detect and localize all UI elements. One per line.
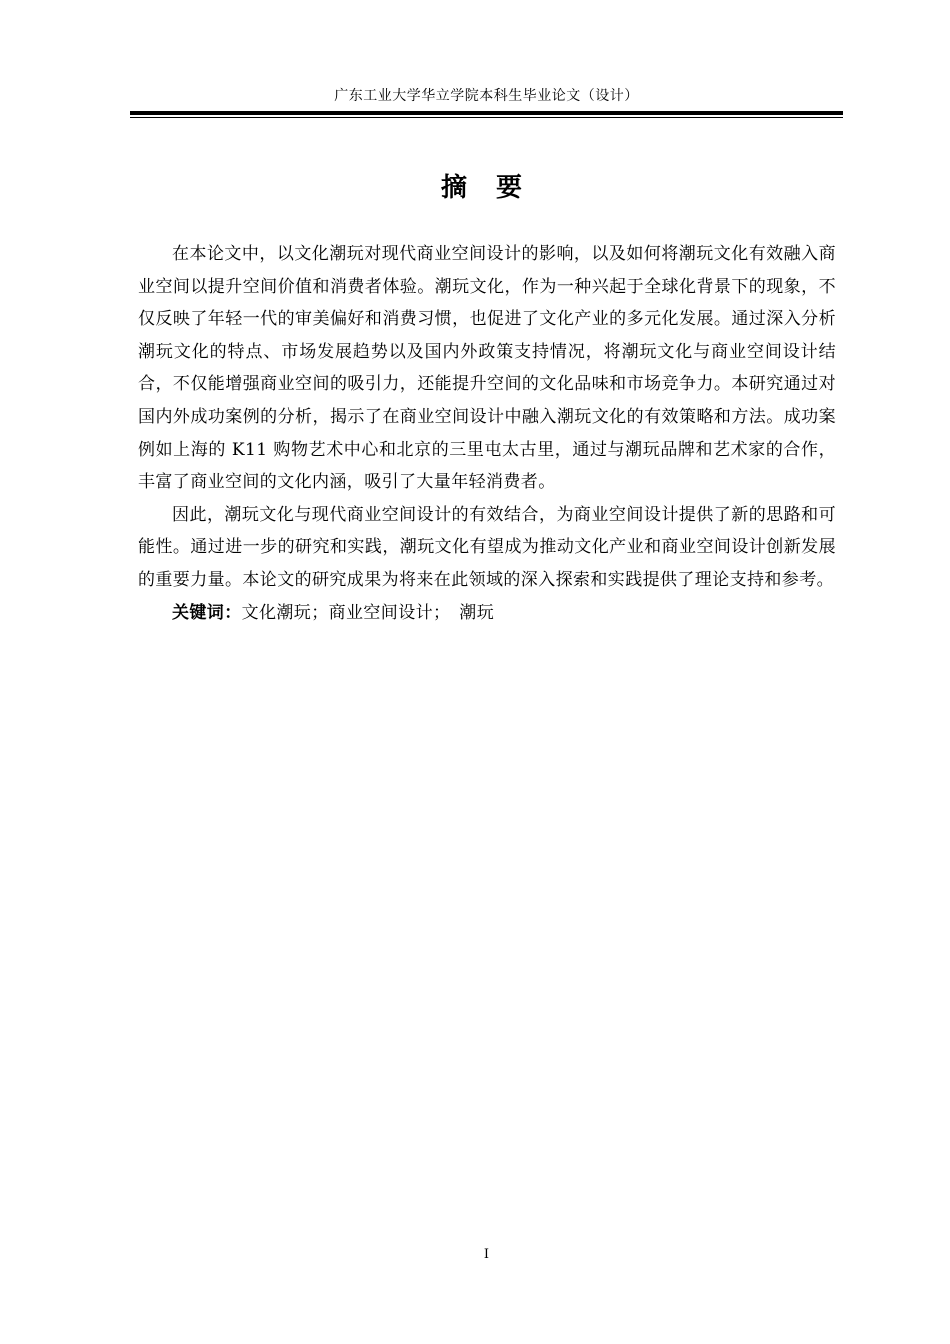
header-rule-thin: [130, 117, 843, 118]
abstract-title: 摘 要: [440, 173, 533, 203]
keywords-text: 文化潮玩；商业空间设计； 潮玩: [241, 602, 495, 623]
abstract-paragraph-1: 在本论文中，以文化潮玩对现代商业空间设计的影响，以及如何将潮玩文化有效融入商业空间以提升空间价值和消费者体验。潮玩文化，作为一种兴起于全球化背景下的现象，不仅反映了年轻一代的审美偏好和消费习惯，也促进了文化产业的多元化发展。通过深入分析潮玩文化的特点、市场发展趋势以及国内外政策支持情况，将潮玩文化与商业空间设计结合，不仅能增强商业空间的吸引力，还能提升空间的文化品味和市场竞争力。本研究通过对国内外成功案例的分析，揭示了在商业空间设计中融入潮玩文化的有效策略和方法。成功案例如上海的 K11 购物艺术中心和北京的三里屯太古里，通过与潮玩品牌和艺术家的合作，丰富了商业空间的文化内涵，吸引了大量年轻消费者。: [138, 244, 836, 493]
running-header: 广东工业大学华立学院本科生毕业论文（设计）: [334, 88, 639, 104]
abstract-body: [138, 238, 836, 629]
keywords-label: 关键词：: [172, 602, 242, 623]
keywords-line: [138, 597, 836, 630]
page-number: I: [483, 1247, 490, 1262]
abstract-paragraph-2: 因此，潮玩文化与现代商业空间设计的有效结合，为商业空间设计提供了新的思路和可能性。通过进一步的研究和实践，潮玩文化有望成为推动文化产业和商业空间设计创新发展的重要力量。本论文的研究成果为将来在此领域的深入探索和实践提供了理论支持和参考。: [138, 504, 836, 590]
header-rule-thick: [130, 111, 843, 115]
